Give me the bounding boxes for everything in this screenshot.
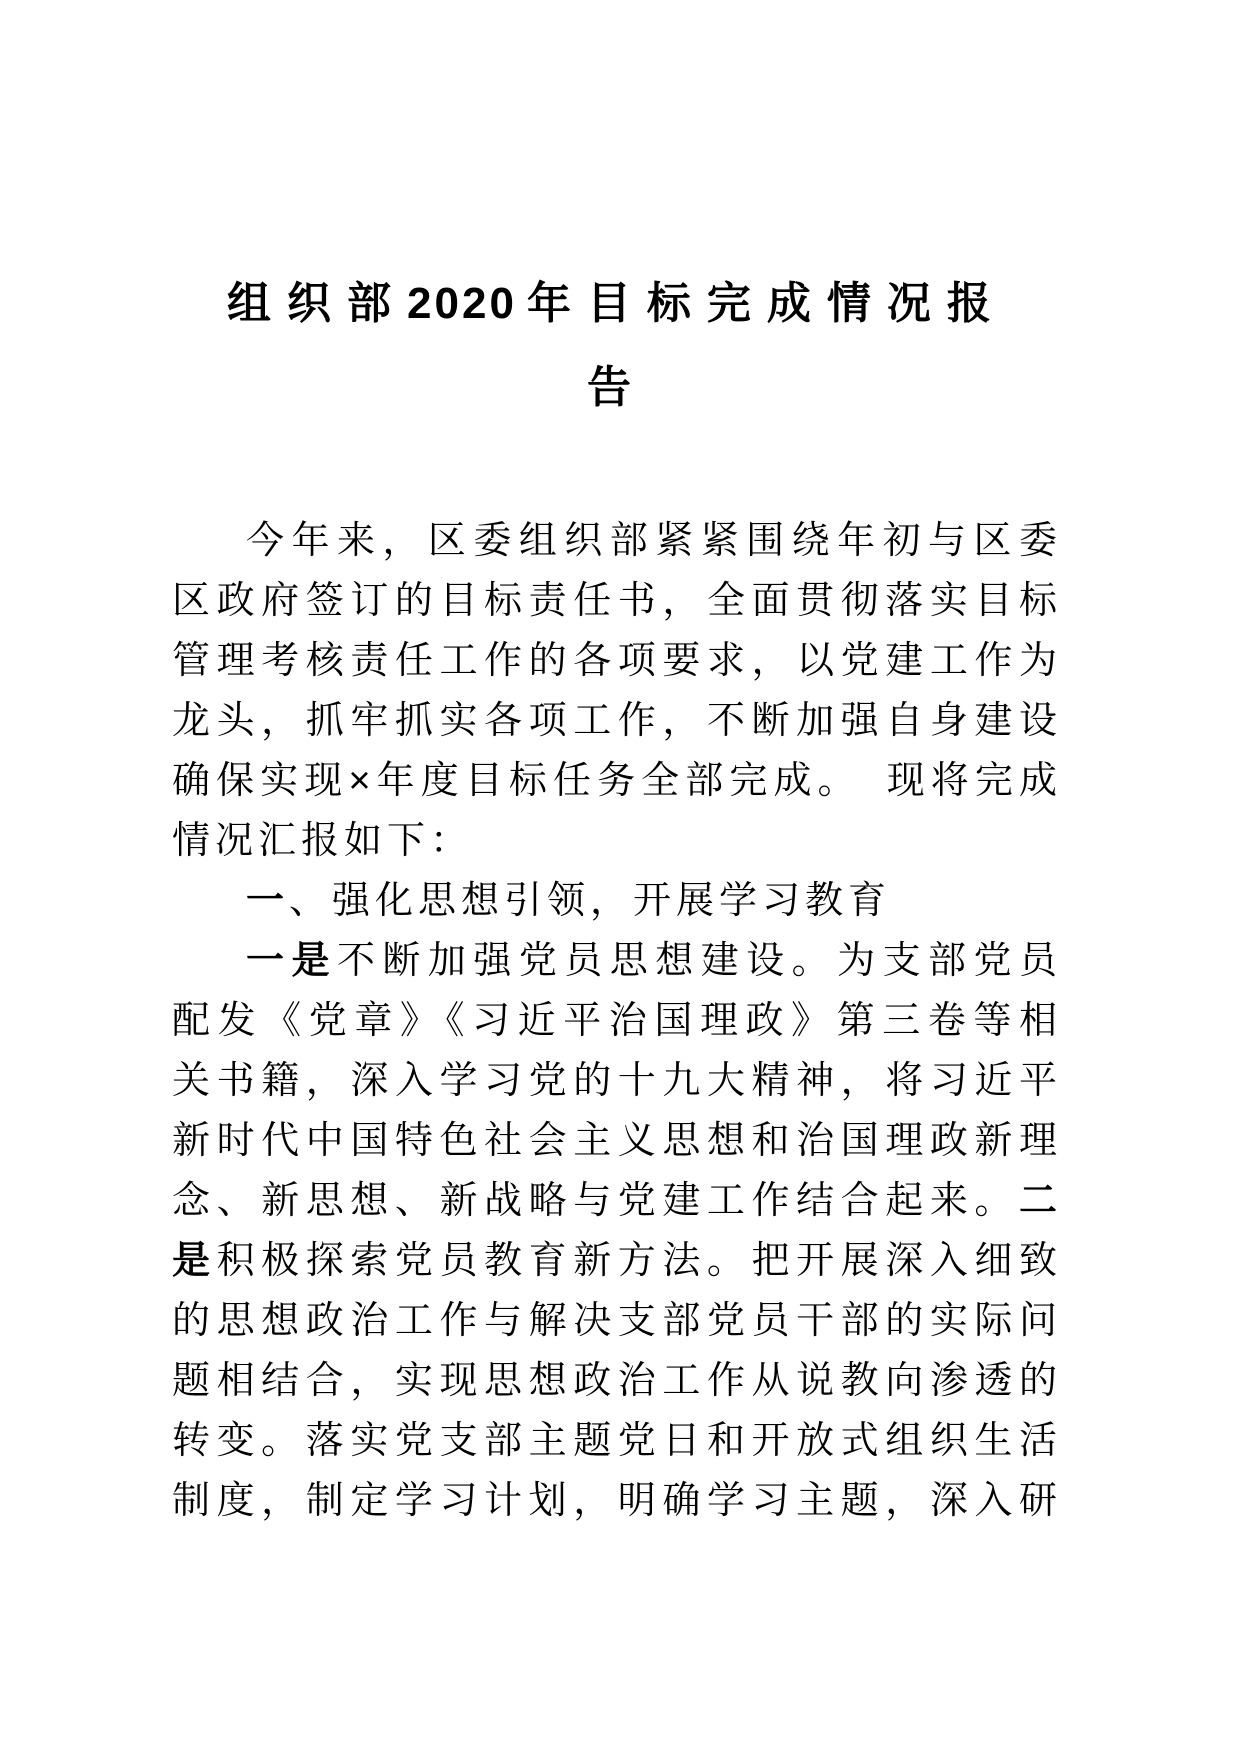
text-run: 的思想政治工作与解决支部党员干部的实际问 — [172, 1300, 1062, 1342]
text-run: 管理考核责任工作的各项要求，以党建工作为 — [172, 640, 1062, 682]
body-line — [172, 931, 1062, 991]
body-line — [172, 691, 1062, 751]
document-title — [172, 262, 1062, 430]
body-line — [172, 751, 1062, 811]
body-line — [172, 1351, 1062, 1411]
text-run: 转变。落实党支部主题党日和开放式组织生活 — [172, 1420, 1062, 1462]
body-line — [172, 811, 1062, 871]
body-line — [172, 991, 1062, 1051]
bold-run: 一 — [246, 880, 290, 922]
text-run: 题相结合，实现思想政治工作从说教向渗透的 — [172, 1360, 1062, 1402]
bold-run: 是 — [172, 1240, 217, 1282]
bold-run: 一是 — [246, 940, 337, 982]
document-body — [172, 511, 1062, 1531]
body-line — [172, 631, 1062, 691]
body-line — [172, 1051, 1062, 1111]
bold-run: 二 — [1018, 1180, 1062, 1222]
body-line — [172, 1471, 1062, 1531]
body-line — [172, 1111, 1062, 1171]
text-run: 配发《党章》《习近平治国理政》第三卷等相 — [172, 1000, 1062, 1042]
text-run: 积极探索党员教育新方法。把开展深入细致 — [216, 1240, 1062, 1282]
body-line — [172, 571, 1062, 631]
body-line — [172, 511, 1062, 571]
title-line-1 — [172, 262, 1062, 346]
text-run: 不断加强党员思想建设。为支部党员 — [336, 940, 1062, 982]
title-text: 年目标完成情况报 — [526, 279, 1007, 328]
title-line-2: 告 — [587, 363, 647, 412]
text-run: 关书籍，深入学习党的十九大精神，将习近平 — [172, 1060, 1062, 1102]
body-line — [172, 1231, 1062, 1291]
text-run: 、强化思想引领，开展学习教育 — [289, 880, 892, 922]
body-line — [172, 1171, 1062, 1231]
body-line — [172, 871, 1062, 931]
title-year-number: 2020 — [407, 279, 517, 328]
text-run: 新时代中国特色社会主义思想和治国理政新理 — [172, 1120, 1062, 1162]
text-run: 情况汇报如下： — [172, 820, 474, 862]
text-run: 龙头，抓牢抓实各项工作，不断加强自身建设 — [172, 700, 1062, 742]
title-text: 组织部 — [227, 279, 408, 328]
body-line — [172, 1291, 1062, 1351]
body-line — [172, 1411, 1062, 1471]
text-run: 今年来，区委组织部紧紧围绕年初与区委 — [246, 520, 1062, 562]
text-run: 确保实现×年度目标任务全部完成。 现将完成 — [172, 760, 1062, 802]
text-run: 区政府签订的目标责任书，全面贯彻落实目标 — [172, 580, 1062, 622]
text-run: 念、新思想、新战略与党建工作结合起来。 — [172, 1180, 1019, 1222]
text-run: 制度，制定学习计划，明确学习主题，深入研 — [172, 1480, 1062, 1522]
